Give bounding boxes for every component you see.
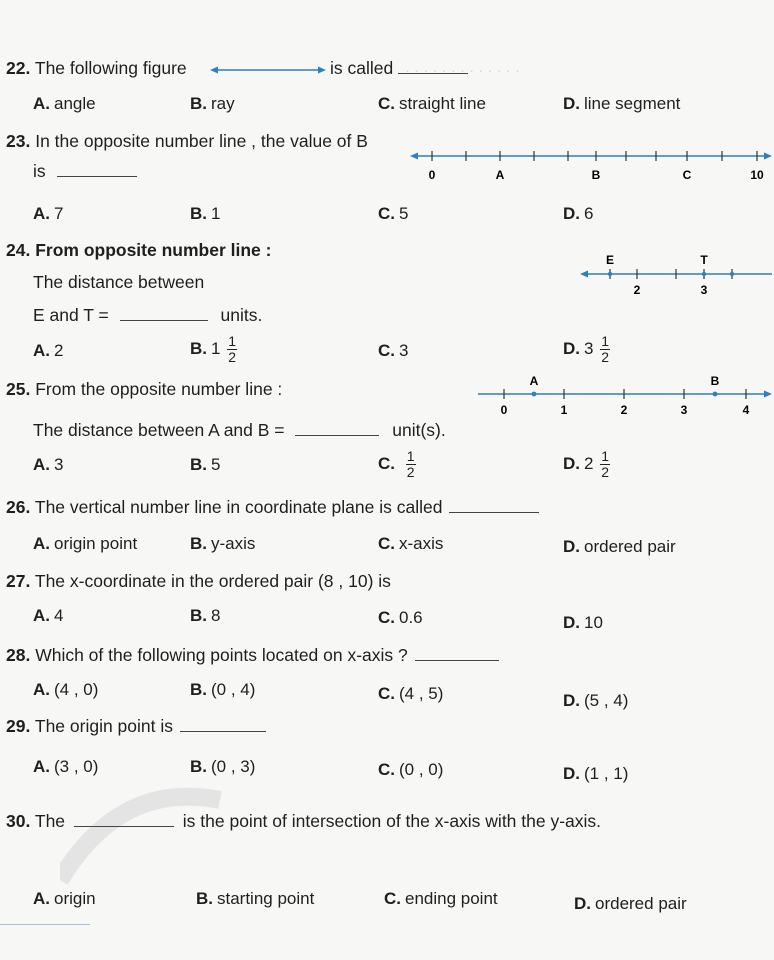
- q28-option-d[interactable]: D. (5 , 4): [563, 691, 629, 710]
- q23-stem: 23. In the opposite number line , the value of B: [6, 131, 368, 151]
- tick-2: 2: [633, 283, 641, 297]
- tick-3: 3: [680, 403, 688, 417]
- q27-option-b[interactable]: B. 8: [190, 606, 221, 625]
- q23-stem-2: is: [33, 161, 137, 181]
- q25-stem: 25. From the opposite number line :: [6, 379, 283, 399]
- bleed-through-text: · · · · · · · · · · · · ·: [405, 62, 520, 79]
- q28-stem: 28. Which of the following points located on x-axis ?: [6, 645, 499, 665]
- tick-0: 0: [500, 403, 508, 417]
- answer-blank[interactable]: [398, 59, 468, 74]
- q29-option-a[interactable]: A. (3 , 0): [33, 757, 99, 776]
- q27-option-c[interactable]: C. 0.6: [378, 608, 423, 627]
- answer-blank[interactable]: [449, 498, 539, 513]
- q27-option-d[interactable]: D. 10: [563, 613, 603, 632]
- q29-option-b[interactable]: B. (0 , 3): [190, 757, 256, 776]
- q24-number-line: [580, 252, 774, 298]
- tick-1: 1: [560, 403, 568, 417]
- label-e: E: [605, 253, 615, 267]
- q24-option-c[interactable]: C. 3: [378, 341, 409, 360]
- label-a: A: [529, 374, 539, 388]
- label-a: A: [495, 168, 505, 182]
- q22-option-b[interactable]: B. ray: [190, 94, 235, 113]
- q22-option-c[interactable]: C. straight line: [378, 94, 486, 113]
- q23-number-line: [410, 146, 772, 186]
- q28-option-b[interactable]: B. (0 , 4): [190, 680, 256, 699]
- q25-option-a[interactable]: A. 3: [33, 455, 64, 474]
- q25-stem-2: The distance between A and B = unit(s).: [33, 420, 446, 440]
- q28-option-c[interactable]: C. (4 , 5): [378, 684, 444, 703]
- q22-straight-line-figure: [208, 63, 328, 77]
- q26-option-d[interactable]: D. ordered pair: [563, 537, 676, 556]
- tick-0: 0: [428, 168, 436, 182]
- q30-option-d[interactable]: D. ordered pair: [574, 894, 687, 913]
- q30-stem: 30. The is the point of intersection of the x-axis with the y-axis.: [6, 811, 602, 831]
- q23-option-c[interactable]: C. 5: [378, 204, 409, 223]
- q25-option-c[interactable]: C. $\frac{1}{2}$: [378, 448, 415, 480]
- q30-option-b[interactable]: B. starting point: [196, 889, 315, 908]
- q24-option-a[interactable]: A. 2: [33, 341, 64, 360]
- q26-stem: 26. The vertical number line in coordinate plane is called: [6, 497, 539, 517]
- q30-option-a[interactable]: A. origin: [33, 889, 96, 908]
- answer-blank[interactable]: [295, 421, 379, 436]
- q25-option-b[interactable]: B. 5: [190, 455, 221, 474]
- answer-blank[interactable]: [120, 306, 208, 321]
- q22-option-d[interactable]: D. line segment: [563, 94, 681, 113]
- q22-option-a[interactable]: A. angle: [33, 94, 96, 113]
- answer-blank[interactable]: [57, 162, 137, 177]
- bleed-through-mark: [60, 760, 300, 960]
- answer-blank[interactable]: [180, 717, 266, 732]
- q26-option-c[interactable]: C. x-axis: [378, 534, 444, 553]
- q28-option-a[interactable]: A. (4 , 0): [33, 680, 99, 699]
- answer-blank[interactable]: [74, 812, 174, 827]
- q24-stem: 24. From opposite number line :: [6, 240, 272, 260]
- q23-option-a[interactable]: A. 7: [33, 204, 64, 223]
- q22-stem-end: is called: [330, 58, 468, 78]
- q23-option-d[interactable]: D. 6: [563, 204, 594, 223]
- q24-stem-3: E and T = units.: [33, 305, 263, 325]
- q25-option-d[interactable]: D. 2 $\frac{1}{2}$: [563, 448, 609, 480]
- bottom-divider: [0, 924, 90, 925]
- q26-option-a[interactable]: A. origin point: [33, 534, 138, 553]
- q24-option-b[interactable]: B. 1 $\frac{1}{2}$: [190, 333, 236, 365]
- q25-number-line: [476, 374, 772, 418]
- label-b: B: [591, 168, 601, 182]
- q27-stem: 27. The x-coordinate in the ordered pair (8 , 10) is: [6, 571, 391, 591]
- q29-stem: 29. The origin point is: [6, 716, 266, 736]
- tick-4: 4: [742, 403, 750, 417]
- label-b: B: [710, 374, 720, 388]
- label-t: T: [700, 253, 708, 267]
- tick-2: 2: [620, 403, 628, 417]
- q30-option-c[interactable]: C. ending point: [384, 889, 498, 908]
- q27-option-a[interactable]: A. 4: [33, 606, 64, 625]
- q22-stem: 22. The following figure: [6, 58, 187, 78]
- q26-option-b[interactable]: B. y-axis: [190, 534, 256, 553]
- q29-option-d[interactable]: D. (1 , 1): [563, 764, 629, 783]
- tick-3: 3: [700, 283, 708, 297]
- q24-option-d[interactable]: D. 3 $\frac{1}{2}$: [563, 333, 609, 365]
- q23-option-b[interactable]: B. 1: [190, 204, 221, 223]
- q24-stem-2: The distance between: [33, 272, 205, 292]
- label-c: C: [682, 168, 692, 182]
- tick-10: 10: [750, 168, 764, 182]
- answer-blank[interactable]: [415, 646, 499, 661]
- q29-option-c[interactable]: C. (0 , 0): [378, 760, 444, 779]
